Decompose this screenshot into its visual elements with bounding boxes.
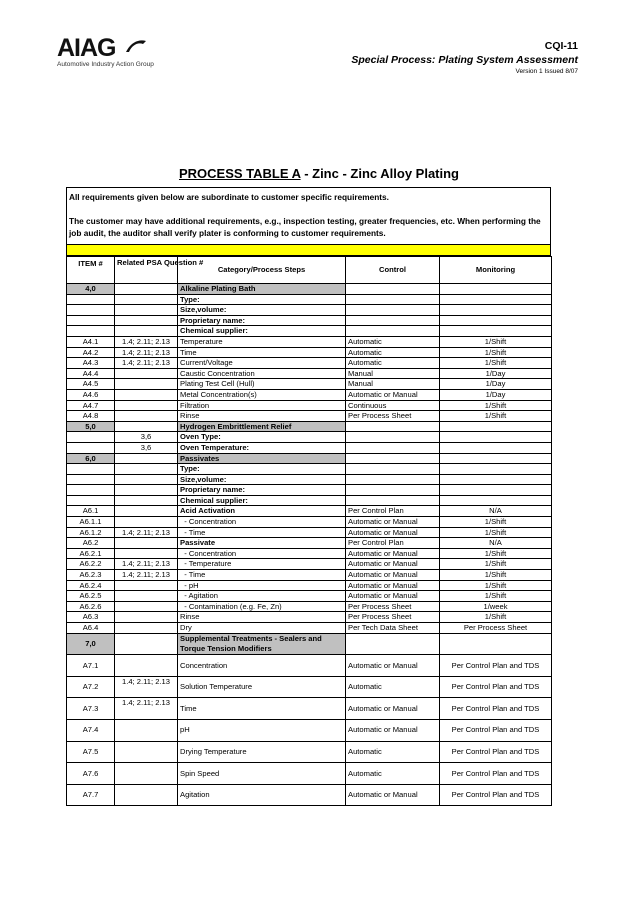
table-row: [67, 612, 552, 623]
control-cell: Automatic: [346, 358, 440, 369]
monitoring-cell: Per Control Plan and TDS: [440, 741, 552, 763]
control-cell: [346, 485, 440, 496]
control-cell: [346, 284, 440, 295]
related-question-cell: [115, 284, 178, 295]
item-cell: 6,0: [67, 453, 115, 464]
category-cell: Metal Concentration(s): [178, 389, 346, 400]
control-cell: Automatic or Manual: [346, 548, 440, 559]
category-cell: Solution Temperature: [178, 676, 346, 698]
category-cell: Type:: [178, 464, 346, 475]
category-cell: Rinse: [178, 411, 346, 422]
item-cell: [67, 474, 115, 485]
control-cell: Automatic or Manual: [346, 591, 440, 602]
document-version: Version 1 Issued 8/07: [515, 68, 578, 75]
control-cell: Automatic: [346, 763, 440, 785]
related-question-cell: [115, 485, 178, 496]
related-question-cell: [115, 591, 178, 602]
item-cell: [67, 485, 115, 496]
monitoring-cell: N/A: [440, 538, 552, 549]
monitoring-cell: [440, 294, 552, 305]
related-question-cell: [115, 389, 178, 400]
category-cell: - Concentration: [178, 517, 346, 528]
category-cell: Acid Activation: [178, 506, 346, 517]
item-cell: A4.4: [67, 368, 115, 379]
table-row: [67, 294, 552, 305]
related-question-cell: [115, 580, 178, 591]
related-question-cell: [115, 763, 178, 785]
control-cell: Per Process Sheet: [346, 411, 440, 422]
monitoring-cell: [440, 442, 552, 453]
monitoring-cell: 1/week: [440, 601, 552, 612]
related-question-cell: [115, 601, 178, 612]
control-cell: Continuous: [346, 400, 440, 411]
control-cell: Automatic or Manual: [346, 570, 440, 581]
column-header-monitoring: Monitoring: [440, 257, 552, 284]
table-row: [67, 347, 552, 358]
related-question-cell: 1.4; 2.11; 2.13: [115, 347, 178, 358]
related-question-cell: [115, 305, 178, 316]
category-cell: Concentration: [178, 655, 346, 677]
monitoring-cell: 1/Shift: [440, 580, 552, 591]
monitoring-cell: [440, 453, 552, 464]
category-cell: Hydrogen Embrittlement Relief: [178, 421, 346, 432]
category-cell: Passivate: [178, 538, 346, 549]
item-cell: [67, 326, 115, 337]
related-question-cell: [115, 633, 178, 655]
table-row: [67, 698, 552, 720]
monitoring-cell: 1/Shift: [440, 612, 552, 623]
category-cell: Chemical supplier:: [178, 495, 346, 506]
category-cell: Caustic Concentration: [178, 368, 346, 379]
table-row: [67, 379, 552, 390]
monitoring-cell: 1/Shift: [440, 559, 552, 570]
monitoring-cell: 1/Shift: [440, 517, 552, 528]
table-row: [67, 538, 552, 549]
category-cell: - Time: [178, 570, 346, 581]
table-header-row: [67, 257, 552, 284]
item-cell: A7.5: [67, 741, 115, 763]
control-cell: [346, 442, 440, 453]
table-row: [67, 580, 552, 591]
control-cell: [346, 474, 440, 485]
monitoring-cell: [440, 633, 552, 655]
column-header-related: Related PSA Question #: [115, 257, 178, 284]
control-cell: [346, 633, 440, 655]
page-header: [0, 0, 638, 120]
table-row: [67, 527, 552, 538]
related-question-cell: [115, 400, 178, 411]
column-header-item: ITEM #: [67, 257, 115, 284]
control-cell: [346, 464, 440, 475]
control-cell: [346, 495, 440, 506]
monitoring-cell: Per Control Plan and TDS: [440, 676, 552, 698]
monitoring-cell: Per Control Plan and TDS: [440, 784, 552, 806]
category-cell: Chemical supplier:: [178, 326, 346, 337]
table-row: [67, 763, 552, 785]
table-row: [67, 601, 552, 612]
category-cell: Agitation: [178, 784, 346, 806]
control-cell: Automatic or Manual: [346, 389, 440, 400]
related-question-cell: [115, 538, 178, 549]
monitoring-cell: [440, 474, 552, 485]
table-row: [67, 411, 552, 422]
category-cell: - pH: [178, 580, 346, 591]
monitoring-cell: Per Control Plan and TDS: [440, 698, 552, 720]
category-cell: Rinse: [178, 612, 346, 623]
monitoring-cell: Per Control Plan and TDS: [440, 719, 552, 741]
control-cell: Manual: [346, 379, 440, 390]
column-header-control: Control: [346, 257, 440, 284]
related-question-cell: 1.4; 2.11; 2.13: [115, 527, 178, 538]
control-cell: Automatic: [346, 347, 440, 358]
category-cell: Filtration: [178, 400, 346, 411]
monitoring-cell: 1/Shift: [440, 570, 552, 581]
related-question-cell: [115, 612, 178, 623]
related-question-cell: [115, 315, 178, 326]
related-question-cell: [115, 741, 178, 763]
table-row: [67, 633, 552, 655]
monitoring-cell: Per Process Sheet: [440, 623, 552, 634]
control-cell: Automatic or Manual: [346, 559, 440, 570]
document-title: Special Process: Plating System Assessment: [351, 54, 578, 66]
control-cell: Automatic: [346, 336, 440, 347]
table-row: [67, 315, 552, 326]
table-row: [67, 305, 552, 316]
monitoring-cell: [440, 432, 552, 443]
monitoring-cell: 1/Shift: [440, 548, 552, 559]
table-row: [67, 676, 552, 698]
table-row: [67, 719, 552, 741]
item-cell: A6.2.6: [67, 601, 115, 612]
item-cell: A6.1.1: [67, 517, 115, 528]
monitoring-cell: Per Control Plan and TDS: [440, 655, 552, 677]
item-cell: A4.3: [67, 358, 115, 369]
control-cell: Per Control Plan: [346, 538, 440, 549]
table-row: [67, 741, 552, 763]
related-question-cell: [115, 495, 178, 506]
category-cell: Time: [178, 698, 346, 720]
item-cell: A6.2.4: [67, 580, 115, 591]
item-cell: A6.4: [67, 623, 115, 634]
control-cell: Per Control Plan: [346, 506, 440, 517]
item-cell: [67, 315, 115, 326]
control-cell: Automatic or Manual: [346, 655, 440, 677]
highlight-band: [66, 244, 551, 256]
related-question-cell: [115, 655, 178, 677]
monitoring-cell: [440, 495, 552, 506]
related-question-cell: [115, 368, 178, 379]
category-cell: Drying Temperature: [178, 741, 346, 763]
related-question-cell: [115, 784, 178, 806]
monitoring-cell: Per Control Plan and TDS: [440, 763, 552, 785]
table-row: [67, 453, 552, 464]
aiag-logo: [57, 34, 177, 74]
page-title: [0, 166, 638, 181]
item-cell: A7.7: [67, 784, 115, 806]
control-cell: [346, 326, 440, 337]
item-cell: A7.3: [67, 698, 115, 720]
category-cell: pH: [178, 719, 346, 741]
related-question-cell: 3,6: [115, 432, 178, 443]
table-row: [67, 591, 552, 602]
table-row: [67, 336, 552, 347]
related-question-cell: 1.4; 2.11; 2.13: [115, 336, 178, 347]
table-row: [67, 368, 552, 379]
control-cell: Automatic or Manual: [346, 580, 440, 591]
category-cell: Oven Type:: [178, 432, 346, 443]
control-cell: [346, 453, 440, 464]
notes-line-1: All requirements given below are subordinate to customer specific requirements.: [69, 192, 389, 202]
category-cell: Proprietary name:: [178, 485, 346, 496]
item-cell: A6.2.3: [67, 570, 115, 581]
monitoring-cell: 1/Day: [440, 379, 552, 390]
table-row: [67, 432, 552, 443]
category-cell: Supplemental Treatments - Sealers and Torque Tension Modifiers: [178, 633, 346, 655]
item-cell: A7.1: [67, 655, 115, 677]
related-question-cell: 1.4; 2.11; 2.13: [115, 570, 178, 581]
related-question-cell: [115, 464, 178, 475]
process-table: [66, 256, 552, 806]
control-cell: Automatic: [346, 741, 440, 763]
category-cell: - Contamination (e.g. Fe, Zn): [178, 601, 346, 612]
control-cell: [346, 315, 440, 326]
related-question-cell: [115, 719, 178, 741]
monitoring-cell: [440, 305, 552, 316]
control-cell: Automatic or Manual: [346, 527, 440, 538]
monitoring-cell: [440, 485, 552, 496]
monitoring-cell: 1/Day: [440, 368, 552, 379]
category-cell: Oven Temperature:: [178, 442, 346, 453]
item-cell: A6.1.2: [67, 527, 115, 538]
item-cell: A6.2.5: [67, 591, 115, 602]
logo-text: AIAG: [57, 34, 116, 62]
monitoring-cell: 1/Shift: [440, 527, 552, 538]
category-cell: Size,volume:: [178, 474, 346, 485]
control-cell: Automatic or Manual: [346, 784, 440, 806]
monitoring-cell: 1/Shift: [440, 336, 552, 347]
category-cell: Alkaline Plating Bath: [178, 284, 346, 295]
table-title-rest: - Zinc - Zinc Alloy Plating: [300, 166, 459, 181]
item-cell: A4.5: [67, 379, 115, 390]
table-row: [67, 570, 552, 581]
monitoring-cell: [440, 315, 552, 326]
category-cell: Spin Speed: [178, 763, 346, 785]
table-row: [67, 284, 552, 295]
category-cell: Current/Voltage: [178, 358, 346, 369]
category-cell: Type:: [178, 294, 346, 305]
monitoring-cell: [440, 326, 552, 337]
control-cell: [346, 421, 440, 432]
item-cell: A6.2.2: [67, 559, 115, 570]
item-cell: A6.1: [67, 506, 115, 517]
table-row: [67, 421, 552, 432]
category-cell: Dry: [178, 623, 346, 634]
item-cell: 7,0: [67, 633, 115, 655]
column-header-category: Category/Process Steps: [178, 257, 346, 284]
monitoring-cell: 1/Shift: [440, 411, 552, 422]
table-row: [67, 517, 552, 528]
related-question-cell: [115, 517, 178, 528]
item-cell: A7.6: [67, 763, 115, 785]
control-cell: Per Tech Data Sheet: [346, 623, 440, 634]
item-cell: 5,0: [67, 421, 115, 432]
item-cell: A4.7: [67, 400, 115, 411]
related-question-cell: [115, 548, 178, 559]
table-row: [67, 623, 552, 634]
related-question-cell: 1.4; 2.11; 2.13: [115, 676, 178, 698]
notes-line-2: The customer may have additional requirements, e.g., inspection testing, greater frequencies, etc. When performing the job audit, the auditor shall verify plater is conforming to customer requirements.: [69, 215, 541, 238]
related-question-cell: [115, 379, 178, 390]
category-cell: - Temperature: [178, 559, 346, 570]
item-cell: [67, 464, 115, 475]
table-row: [67, 400, 552, 411]
item-cell: [67, 305, 115, 316]
table-row: [67, 485, 552, 496]
logo-subtitle: Automotive Industry Action Group: [57, 61, 154, 68]
monitoring-cell: 1/Shift: [440, 358, 552, 369]
logo-swoosh-icon: [125, 38, 147, 54]
control-cell: [346, 294, 440, 305]
item-cell: A4.6: [67, 389, 115, 400]
control-cell: Automatic: [346, 676, 440, 698]
category-cell: Size,volume:: [178, 305, 346, 316]
item-cell: A7.2: [67, 676, 115, 698]
related-question-cell: [115, 623, 178, 634]
related-question-cell: 3,6: [115, 442, 178, 453]
item-cell: [67, 495, 115, 506]
monitoring-cell: 1/Shift: [440, 347, 552, 358]
item-cell: [67, 442, 115, 453]
control-cell: Automatic or Manual: [346, 719, 440, 741]
document-code: CQI-11: [544, 40, 578, 52]
control-cell: [346, 432, 440, 443]
table-row: [67, 464, 552, 475]
item-cell: 4,0: [67, 284, 115, 295]
monitoring-cell: 1/Shift: [440, 400, 552, 411]
related-question-cell: [115, 453, 178, 464]
item-cell: A4.2: [67, 347, 115, 358]
related-question-cell: 1.4; 2.11; 2.13: [115, 698, 178, 720]
category-cell: Proprietary name:: [178, 315, 346, 326]
monitoring-cell: [440, 464, 552, 475]
item-cell: A6.3: [67, 612, 115, 623]
related-question-cell: 1.4; 2.11; 2.13: [115, 559, 178, 570]
control-cell: Per Process Sheet: [346, 601, 440, 612]
category-cell: - Agitation: [178, 591, 346, 602]
category-cell: Plating Test Cell (Hull): [178, 379, 346, 390]
monitoring-cell: 1/Day: [440, 389, 552, 400]
category-cell: - Concentration: [178, 548, 346, 559]
category-cell: - Time: [178, 527, 346, 538]
category-cell: Time: [178, 347, 346, 358]
item-cell: A7.4: [67, 719, 115, 741]
table-row: [67, 326, 552, 337]
control-cell: Manual: [346, 368, 440, 379]
table-row: [67, 389, 552, 400]
item-cell: A6.2: [67, 538, 115, 549]
category-cell: Passivates: [178, 453, 346, 464]
table-row: [67, 506, 552, 517]
related-question-cell: [115, 411, 178, 422]
item-cell: [67, 294, 115, 305]
item-cell: [67, 432, 115, 443]
table-title-underlined: PROCESS TABLE A: [178, 166, 301, 181]
item-cell: A4.1: [67, 336, 115, 347]
monitoring-cell: 1/Shift: [440, 591, 552, 602]
related-question-cell: [115, 474, 178, 485]
related-question-cell: [115, 421, 178, 432]
related-question-cell: [115, 326, 178, 337]
table-row: [67, 495, 552, 506]
monitoring-cell: [440, 284, 552, 295]
requirements-notes: [66, 187, 551, 244]
control-cell: Per Process Sheet: [346, 612, 440, 623]
control-cell: Automatic or Manual: [346, 517, 440, 528]
control-cell: Automatic or Manual: [346, 698, 440, 720]
monitoring-cell: [440, 421, 552, 432]
table-row: [67, 442, 552, 453]
related-question-cell: [115, 294, 178, 305]
table-row: [67, 784, 552, 806]
item-cell: A6.2.1: [67, 548, 115, 559]
table-row: [67, 474, 552, 485]
category-cell: Temperature: [178, 336, 346, 347]
table-row: [67, 559, 552, 570]
related-question-cell: 1.4; 2.11; 2.13: [115, 358, 178, 369]
table-row: [67, 358, 552, 369]
related-question-cell: [115, 506, 178, 517]
monitoring-cell: N/A: [440, 506, 552, 517]
control-cell: [346, 305, 440, 316]
table-row: [67, 548, 552, 559]
item-cell: A4.8: [67, 411, 115, 422]
table-row: [67, 655, 552, 677]
